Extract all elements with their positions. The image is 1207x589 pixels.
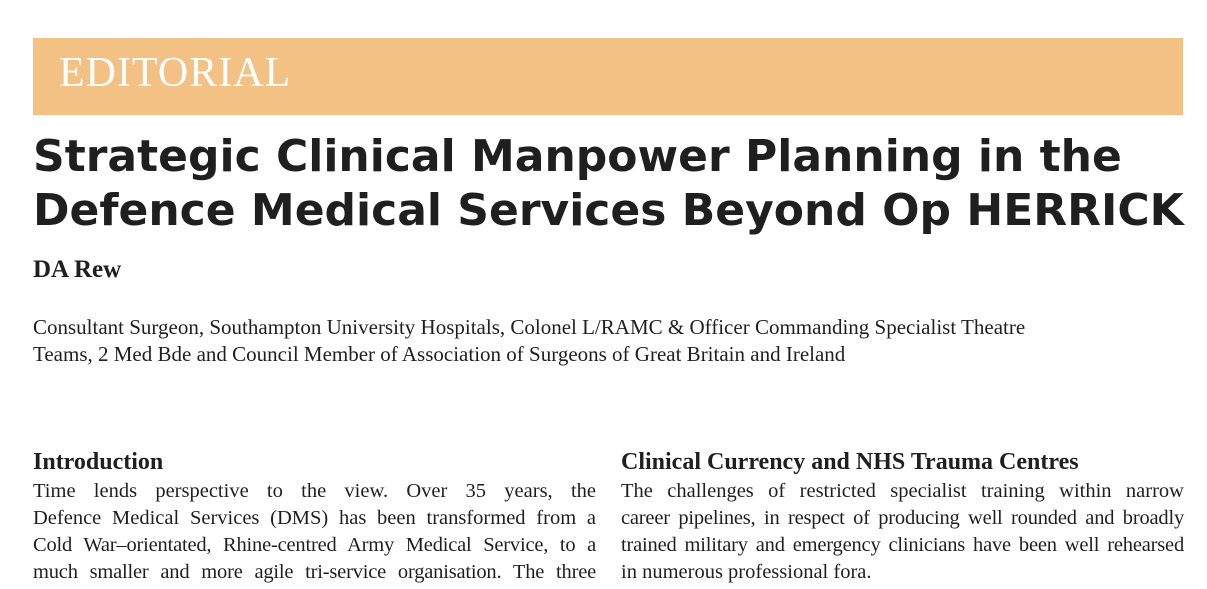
clinical-currency-heading: Clinical Currency and NHS Trauma Centres xyxy=(621,449,1079,475)
introduction-line-3: Cold War–orientated, Rhine-centred Army Medical Service, to a xyxy=(33,534,596,556)
clinical-currency-line-4: in numerous professional fora. xyxy=(621,561,872,583)
introduction-line-2: Defence Medical Services (DMS) has been transformed from a xyxy=(33,507,596,529)
introduction-heading: Introduction xyxy=(33,449,164,475)
article-title xyxy=(33,130,1193,238)
introduction-column xyxy=(33,448,596,586)
clinical-currency-body xyxy=(621,478,1184,586)
clinical-currency-line-3: trained military and emergency clinicians have been well rehearsed xyxy=(621,534,1184,556)
affiliation-line-1: Consultant Surgeon, Southampton University Hospitals, Colonel L/RAMC & Officer Commanding Specialist Theatre xyxy=(33,315,1026,339)
affiliation-line-2: Teams, 2 Med Bde and Council Member of Association of Surgeons of Great Britain and Ireland xyxy=(33,342,846,366)
author-affiliation xyxy=(33,314,1183,368)
clinical-currency-line-1: The challenges of restricted specialist training within narrow xyxy=(621,480,1184,502)
introduction-line-1: Time lends perspective to the view. Over 35 years, the xyxy=(33,480,596,502)
editorial-label: EDITORIAL xyxy=(59,50,292,96)
introduction-body xyxy=(33,478,596,586)
clinical-currency-line-2: career pipelines, in respect of producing well rounded and broadly xyxy=(621,507,1184,529)
editorial-banner xyxy=(33,38,1183,115)
article-author: DA Rew xyxy=(33,256,122,283)
introduction-line-4: much smaller and more agile tri-service organisation. The three xyxy=(33,561,596,583)
clinical-currency-column xyxy=(621,448,1184,586)
article-title-line-1: Strategic Clinical Manpower Planning in the xyxy=(33,131,1122,182)
article-title-line-2: Defence Medical Services Beyond Op HERRICK xyxy=(33,185,1184,236)
